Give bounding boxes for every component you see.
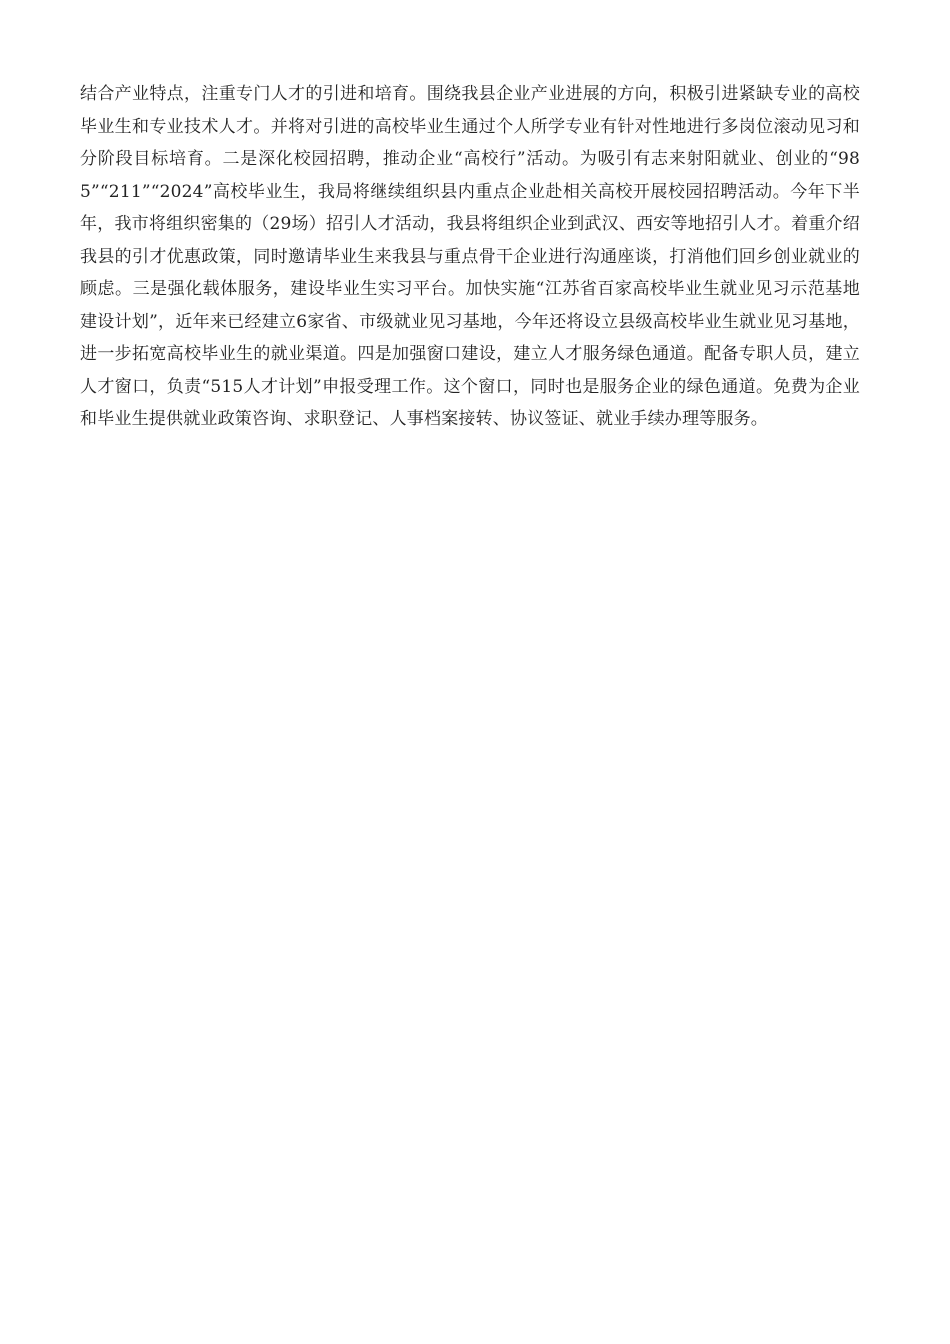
body-paragraph: 结合产业特点，注重专门人才的引进和培育。围绕我县企业产业进展的方向，积极引进紧缺专业的高校毕业生和专业技术人才。并将对引进的高校毕业生通过个人所学专业有针对性地进行多岗位滚动见习和分阶段目标培育。二是深化校园招聘，推动企业“高校行”活动。为吸引有志来射阳就业、创业的“985”“211”“2024”高校毕业生，我局将继续组织县内重点企业赴相关高校开展校园招聘活动。今年下半年，我市将组织密集的（29场）招引人才活动，我县将组织企业到武汉、西安等地招引人才。着重介绍我县的引才优惠政策，同时邀请毕业生来我县与重点骨干企业进行沟通座谈，打消他们回乡创业就业的顾虑。三是强化载体服务，建设毕业生实习平台。加快实施“江苏省百家高校毕业生就业见习示范基地建设计划”，近年来已经建立6家省、市级就业见习基地，今年还将设立县级高校毕业生就业见习基地，进一步拓宽高校毕业生的就业渠道。四是加强窗口建设，建立人才服务绿色通道。配备专职人员，建立人才窗口，负责“515人才计划”申报受理工作。这个窗口，同时也是服务企业的绿色通道。免费为企业和毕业生提供就业政策咨询、求职登记、人事档案接转、协议签证、就业手续办理等服务。 [80, 84, 860, 429]
